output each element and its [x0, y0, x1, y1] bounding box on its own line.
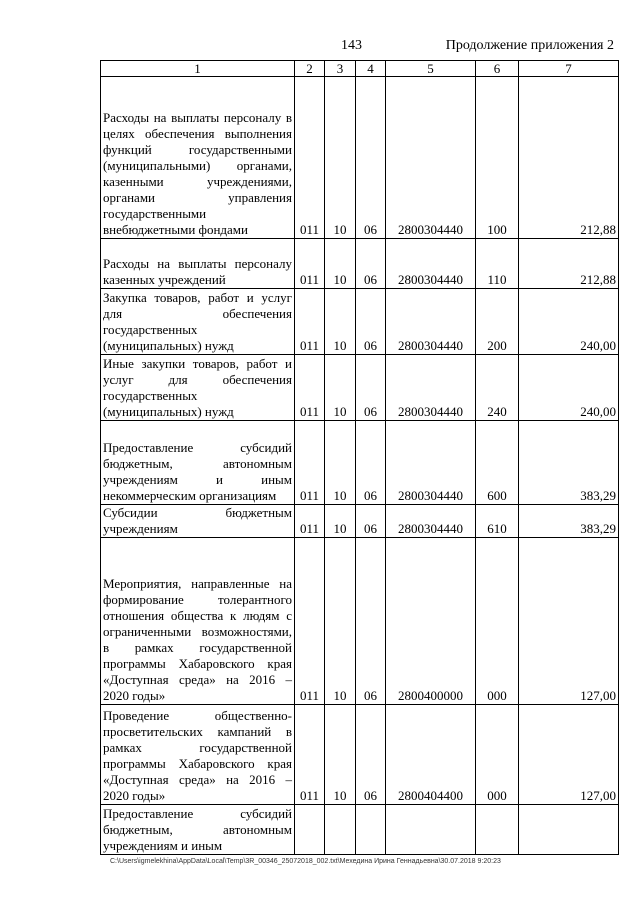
cell-target: 2800400000: [386, 538, 476, 705]
table-row: [101, 289, 619, 355]
cell-target: 2800304440: [386, 239, 476, 289]
row-name: Расходы на выплаты персоналу казенных учреждений: [101, 239, 295, 289]
col-header-2: 2: [295, 61, 325, 77]
table-row: [101, 421, 619, 505]
cell-expense-type: 000: [476, 705, 519, 805]
cell-subsection: 06: [356, 77, 386, 239]
cell-section: [325, 805, 356, 855]
row-name: Закупка товаров, работ и услуг для обеспечения государственных (муниципальных) нужд: [101, 289, 295, 355]
cell-target: 2800304440: [386, 421, 476, 505]
row-name: Предоставление субсидий бюджетным, автономным учреждениям и иным некоммерческим организациям: [101, 421, 295, 505]
cell-amount: 127,00: [519, 705, 619, 805]
col-header-6: 6: [476, 61, 519, 77]
cell-expense-type: 240: [476, 355, 519, 421]
cell-subsection: 06: [356, 289, 386, 355]
cell-target: 2800404400: [386, 705, 476, 805]
table-row: [101, 505, 619, 538]
row-name: Субсидии бюджетным учреждениям: [101, 505, 295, 538]
cell-amount: 212,88: [519, 239, 619, 289]
cell-ministry: 011: [295, 505, 325, 538]
cell-expense-type: 600: [476, 421, 519, 505]
cell-section: 10: [325, 77, 356, 239]
budget-table: [100, 60, 619, 855]
cell-amount: 240,00: [519, 289, 619, 355]
col-header-1: 1: [101, 61, 295, 77]
cell-section: 10: [325, 355, 356, 421]
cell-subsection: [356, 805, 386, 855]
cell-target: [386, 805, 476, 855]
table-row: [101, 705, 619, 805]
cell-ministry: 011: [295, 289, 325, 355]
cell-amount: 383,29: [519, 421, 619, 505]
cell-section: 10: [325, 289, 356, 355]
cell-section: 10: [325, 421, 356, 505]
cell-target: 2800304440: [386, 355, 476, 421]
col-header-4: 4: [356, 61, 386, 77]
cell-ministry: 011: [295, 239, 325, 289]
row-name: Проведение общественно-просветительских кампаний в рамках государственной программы Хабаровского края «Доступная среда» на 2016 – 2020 годы»: [101, 705, 295, 805]
cell-expense-type: [476, 805, 519, 855]
cell-target: 2800304440: [386, 289, 476, 355]
col-header-5: 5: [386, 61, 476, 77]
row-name: Иные закупки товаров, работ и услуг для обеспечения государственных (муниципальных) нужд: [101, 355, 295, 421]
page-number: 143: [341, 38, 362, 53]
cell-section: 10: [325, 705, 356, 805]
table-row: [101, 538, 619, 705]
cell-ministry: [295, 805, 325, 855]
cell-amount: 383,29: [519, 505, 619, 538]
cell-amount: 240,00: [519, 355, 619, 421]
cell-ministry: 011: [295, 77, 325, 239]
cell-amount: 127,00: [519, 538, 619, 705]
file-path-footer: C:\Users\igmelekhina\AppData\Local\Temp\3R_00346_25072018_002.txt\Мехедина Ирина Геннадьевна\30.07.2018 9:20:23: [110, 858, 501, 865]
table-row: [101, 77, 619, 239]
col-header-7: 7: [519, 61, 619, 77]
header-row: [101, 61, 619, 77]
cell-subsection: 06: [356, 538, 386, 705]
continuation-note: Продолжение приложения 2: [445, 38, 614, 53]
cell-subsection: 06: [356, 239, 386, 289]
table-row: [101, 805, 619, 855]
cell-target: 2800304440: [386, 505, 476, 538]
cell-amount: 212,88: [519, 77, 619, 239]
cell-section: 10: [325, 538, 356, 705]
cell-expense-type: 100: [476, 77, 519, 239]
cell-subsection: 06: [356, 421, 386, 505]
row-name: Предоставление субсидий бюджетным, автономным учреждениям и иным: [101, 805, 295, 855]
table-row: [101, 239, 619, 289]
cell-subsection: 06: [356, 355, 386, 421]
cell-ministry: 011: [295, 705, 325, 805]
cell-subsection: 06: [356, 505, 386, 538]
cell-expense-type: 200: [476, 289, 519, 355]
cell-ministry: 011: [295, 538, 325, 705]
cell-ministry: 011: [295, 355, 325, 421]
col-header-3: 3: [325, 61, 356, 77]
cell-expense-type: 110: [476, 239, 519, 289]
cell-expense-type: 610: [476, 505, 519, 538]
cell-section: 10: [325, 505, 356, 538]
cell-amount: [519, 805, 619, 855]
cell-ministry: 011: [295, 421, 325, 505]
cell-subsection: 06: [356, 705, 386, 805]
cell-target: 2800304440: [386, 77, 476, 239]
cell-section: 10: [325, 239, 356, 289]
row-name: Расходы на выплаты персоналу в целях обеспечения выполнения функций государственными (муниципальными) органами, казенными учреждениями, органами управления государственными внебюджетными фондами: [101, 77, 295, 239]
cell-expense-type: 000: [476, 538, 519, 705]
row-name: Мероприятия, направленные на формирование толерантного отношения общества к людям с ограниченными возможностями, в рамках государственной программы Хабаровского края «Доступная среда» на 2016 – 2020 годы»: [101, 538, 295, 705]
table-row: [101, 355, 619, 421]
